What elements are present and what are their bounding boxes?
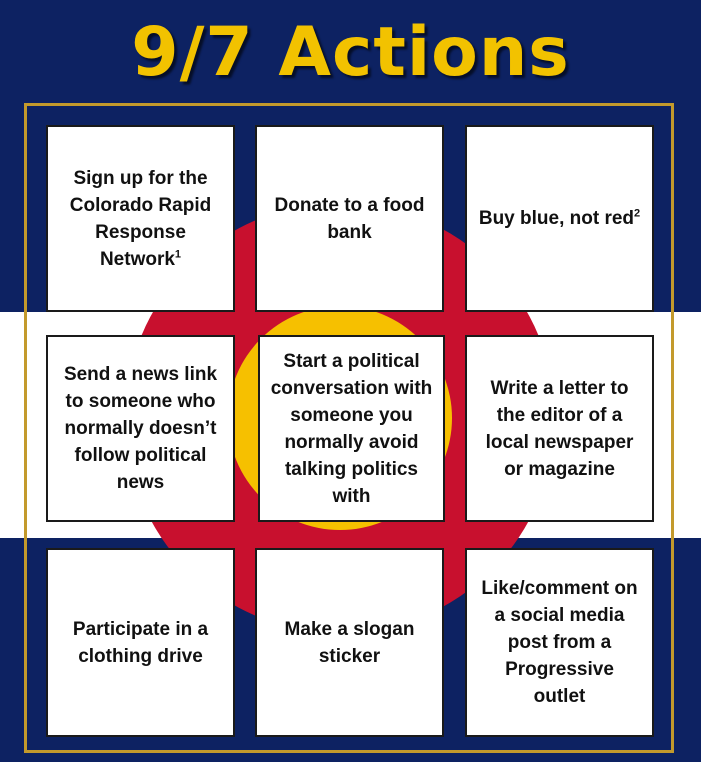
action-text: Donate to a food bank [274, 194, 425, 243]
page-title: 9/7 Actions [131, 13, 570, 92]
footnote-marker: 2 [634, 207, 641, 220]
action-text: Start a political conversation with someone you normally avoid talking politics with [270, 350, 433, 507]
footnote-marker: 1 [174, 248, 182, 261]
action-card [465, 125, 654, 312]
action-text: Participate in a clothing drive [72, 618, 209, 667]
action-text: Buy blue, not red$^2$ [478, 207, 641, 229]
action-card [255, 125, 444, 312]
action-text: Send a news link to someone who normally doesn’t follow political news [63, 364, 218, 493]
action-card [46, 335, 235, 522]
action-text: Make a slogan sticker [284, 618, 415, 667]
action-text: Write a letter to the editor of a local newspaper or magazine [485, 377, 634, 480]
action-text: Like/comment on a social media post from a Progressive outlet [481, 578, 638, 707]
action-card [46, 125, 235, 312]
action-card [465, 335, 654, 522]
action-card [255, 548, 444, 737]
action-card [465, 548, 654, 737]
action-card [258, 335, 445, 522]
action-text: Sign up for the Colorado Rapid Response Network$^1$ [69, 167, 212, 270]
action-card [46, 548, 235, 737]
